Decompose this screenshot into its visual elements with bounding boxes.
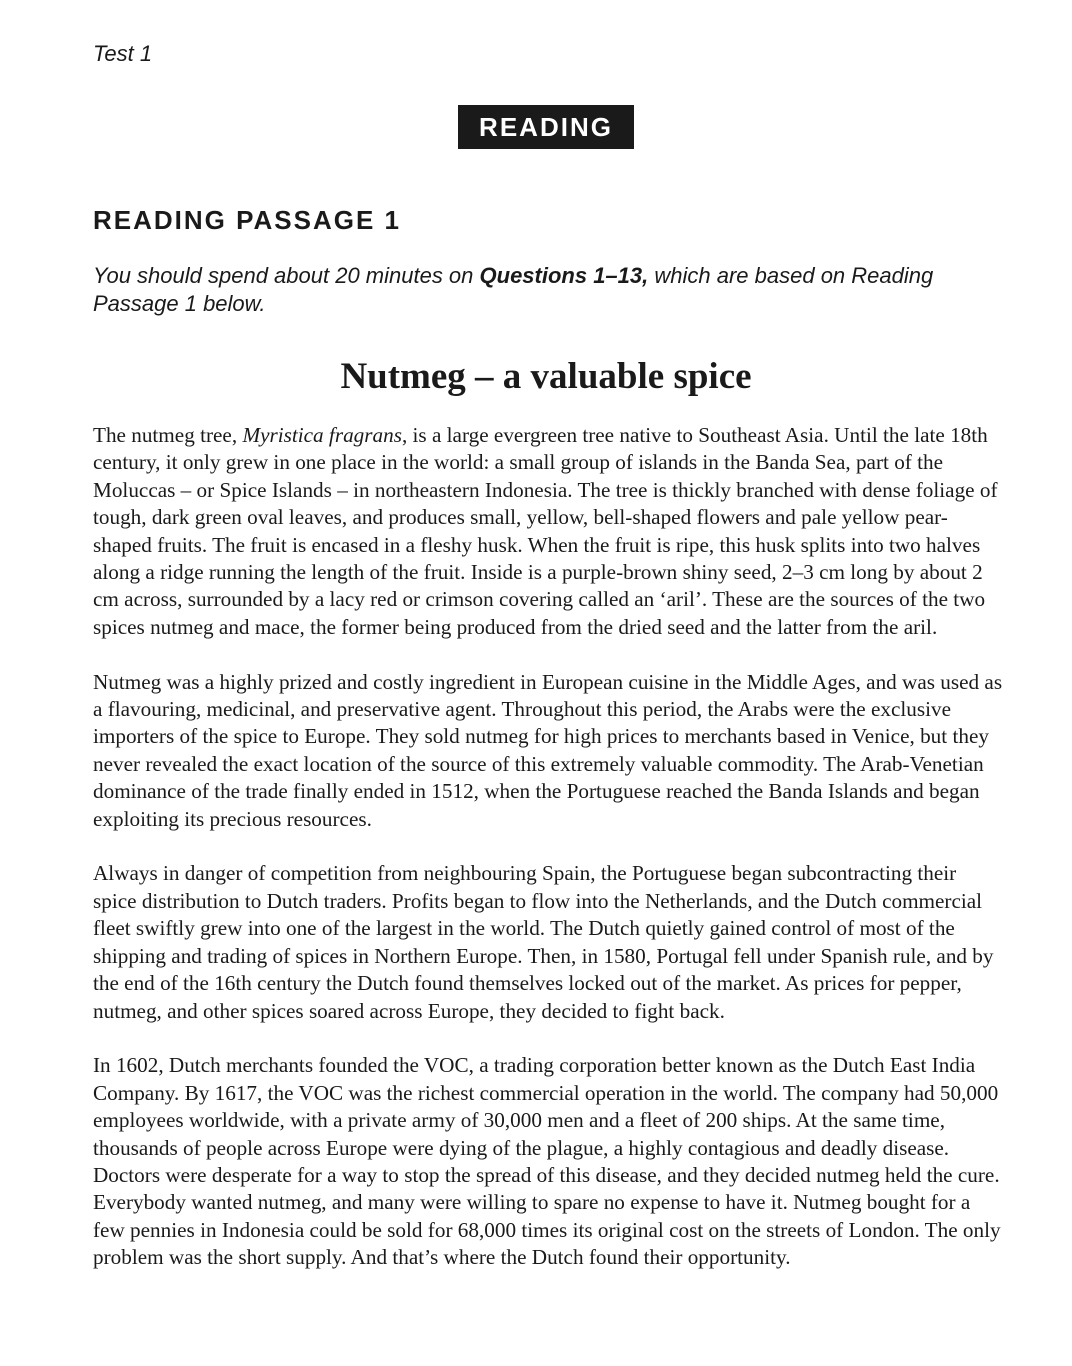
paragraph-1-rest: , is a large evergreen tree native to Southeast Asia. Until the late 18th century, it only grew in one place in the world: a small group of islands in the Banda Sea, part of the Moluccas – or Spice Islands – in northeastern Indonesia. The tree is thickly branched with dense foliage of tough, dark green oval leaves, and produces small, yellow, bell-shaped flowers and pale yellow pear-shaped fruits. The fruit is encased in a fleshy husk. When the fruit is ripe, this husk splits into two halves along a ridge running the length of the fruit. Inside is a purple-brown shiny seed, 2–3 cm long by about 2 cm across, surrounded by a lacy red or crimson covering called an ‘aril’. These are the sources of the two spices nutmeg and mace, the former being produced from the dried seed and the latter from the aril. (93, 423, 998, 639)
paragraph-3: Always in danger of competition from neighbouring Spain, the Portuguese began subcontracting their spice distribution to Dutch traders. Profits began to flow into the Netherlands, and the Dutch commercial fleet swiftly grew into one of the largest in the world. The Dutch quietly gained control of most of the shipping and trading of spices in Northern Europe. Then, in 1580, Portugal fell under Spanish rule, and by the end of the 16th century the Dutch found themselves locked out of the market. As prices for pepper, nutmeg, and other spices soared across Europe, they decided to fight back. (93, 861, 994, 1023)
instructions-text-end: which are based on Reading Passage 1 below. (93, 263, 934, 316)
paragraph-1 (93, 422, 1005, 641)
instructions-questions: Questions 1–13, (479, 263, 649, 288)
running-head: Test 1 (93, 41, 153, 66)
passage-heading: READING PASSAGE 1 (93, 205, 402, 235)
instructions-text: You should spend about 20 minutes on (93, 263, 480, 288)
section-label: READING (458, 105, 634, 149)
passage-body (93, 422, 1005, 1299)
passage-title: Nutmeg – a valuable spice (340, 356, 752, 397)
species-name: Myristica fragrans (242, 423, 402, 447)
instructions (93, 262, 1003, 318)
paragraph-4: In 1602, Dutch merchants founded the VOC, a trading corporation better known as the Dutch East India Company. By 1617, the VOC was the richest commercial operation in the world. The company had 50,000 employees worldwide, with a private army of 30,000 men and a fleet of 200 ships. At the same time, thousands of people across Europe were dying of the plague, a highly contagious and deadly disease. Doctors were desperate for a way to stop the spread of this disease, and they decided nutmeg held the cure. Everybody wanted nutmeg, and many were willing to spare no expense to have it. Nutmeg bought for a few pennies in Indonesia could be sold for 68,000 times its original cost on the streets of London. The only problem was the short supply. And that’s where the Dutch found their opportunity. (93, 1053, 1001, 1270)
paragraph-1-start: The nutmeg tree, (93, 423, 243, 447)
paragraph-2: Nutmeg was a highly prized and costly ingredient in European cuisine in the Middle Ages, and was used as a flavouring, medicinal, and preservative agent. Throughout this period, the Arabs were the exclusive importers of the spice to Europe. They sold nutmeg for high prices to merchants based in Venice, but they never revealed the exact location of the source of this extremely valuable commodity. The Arab-Venetian dominance of the trade finally ended in 1512, when the Portuguese reached the Banda Islands and began exploiting its precious resources. (93, 669, 1003, 831)
